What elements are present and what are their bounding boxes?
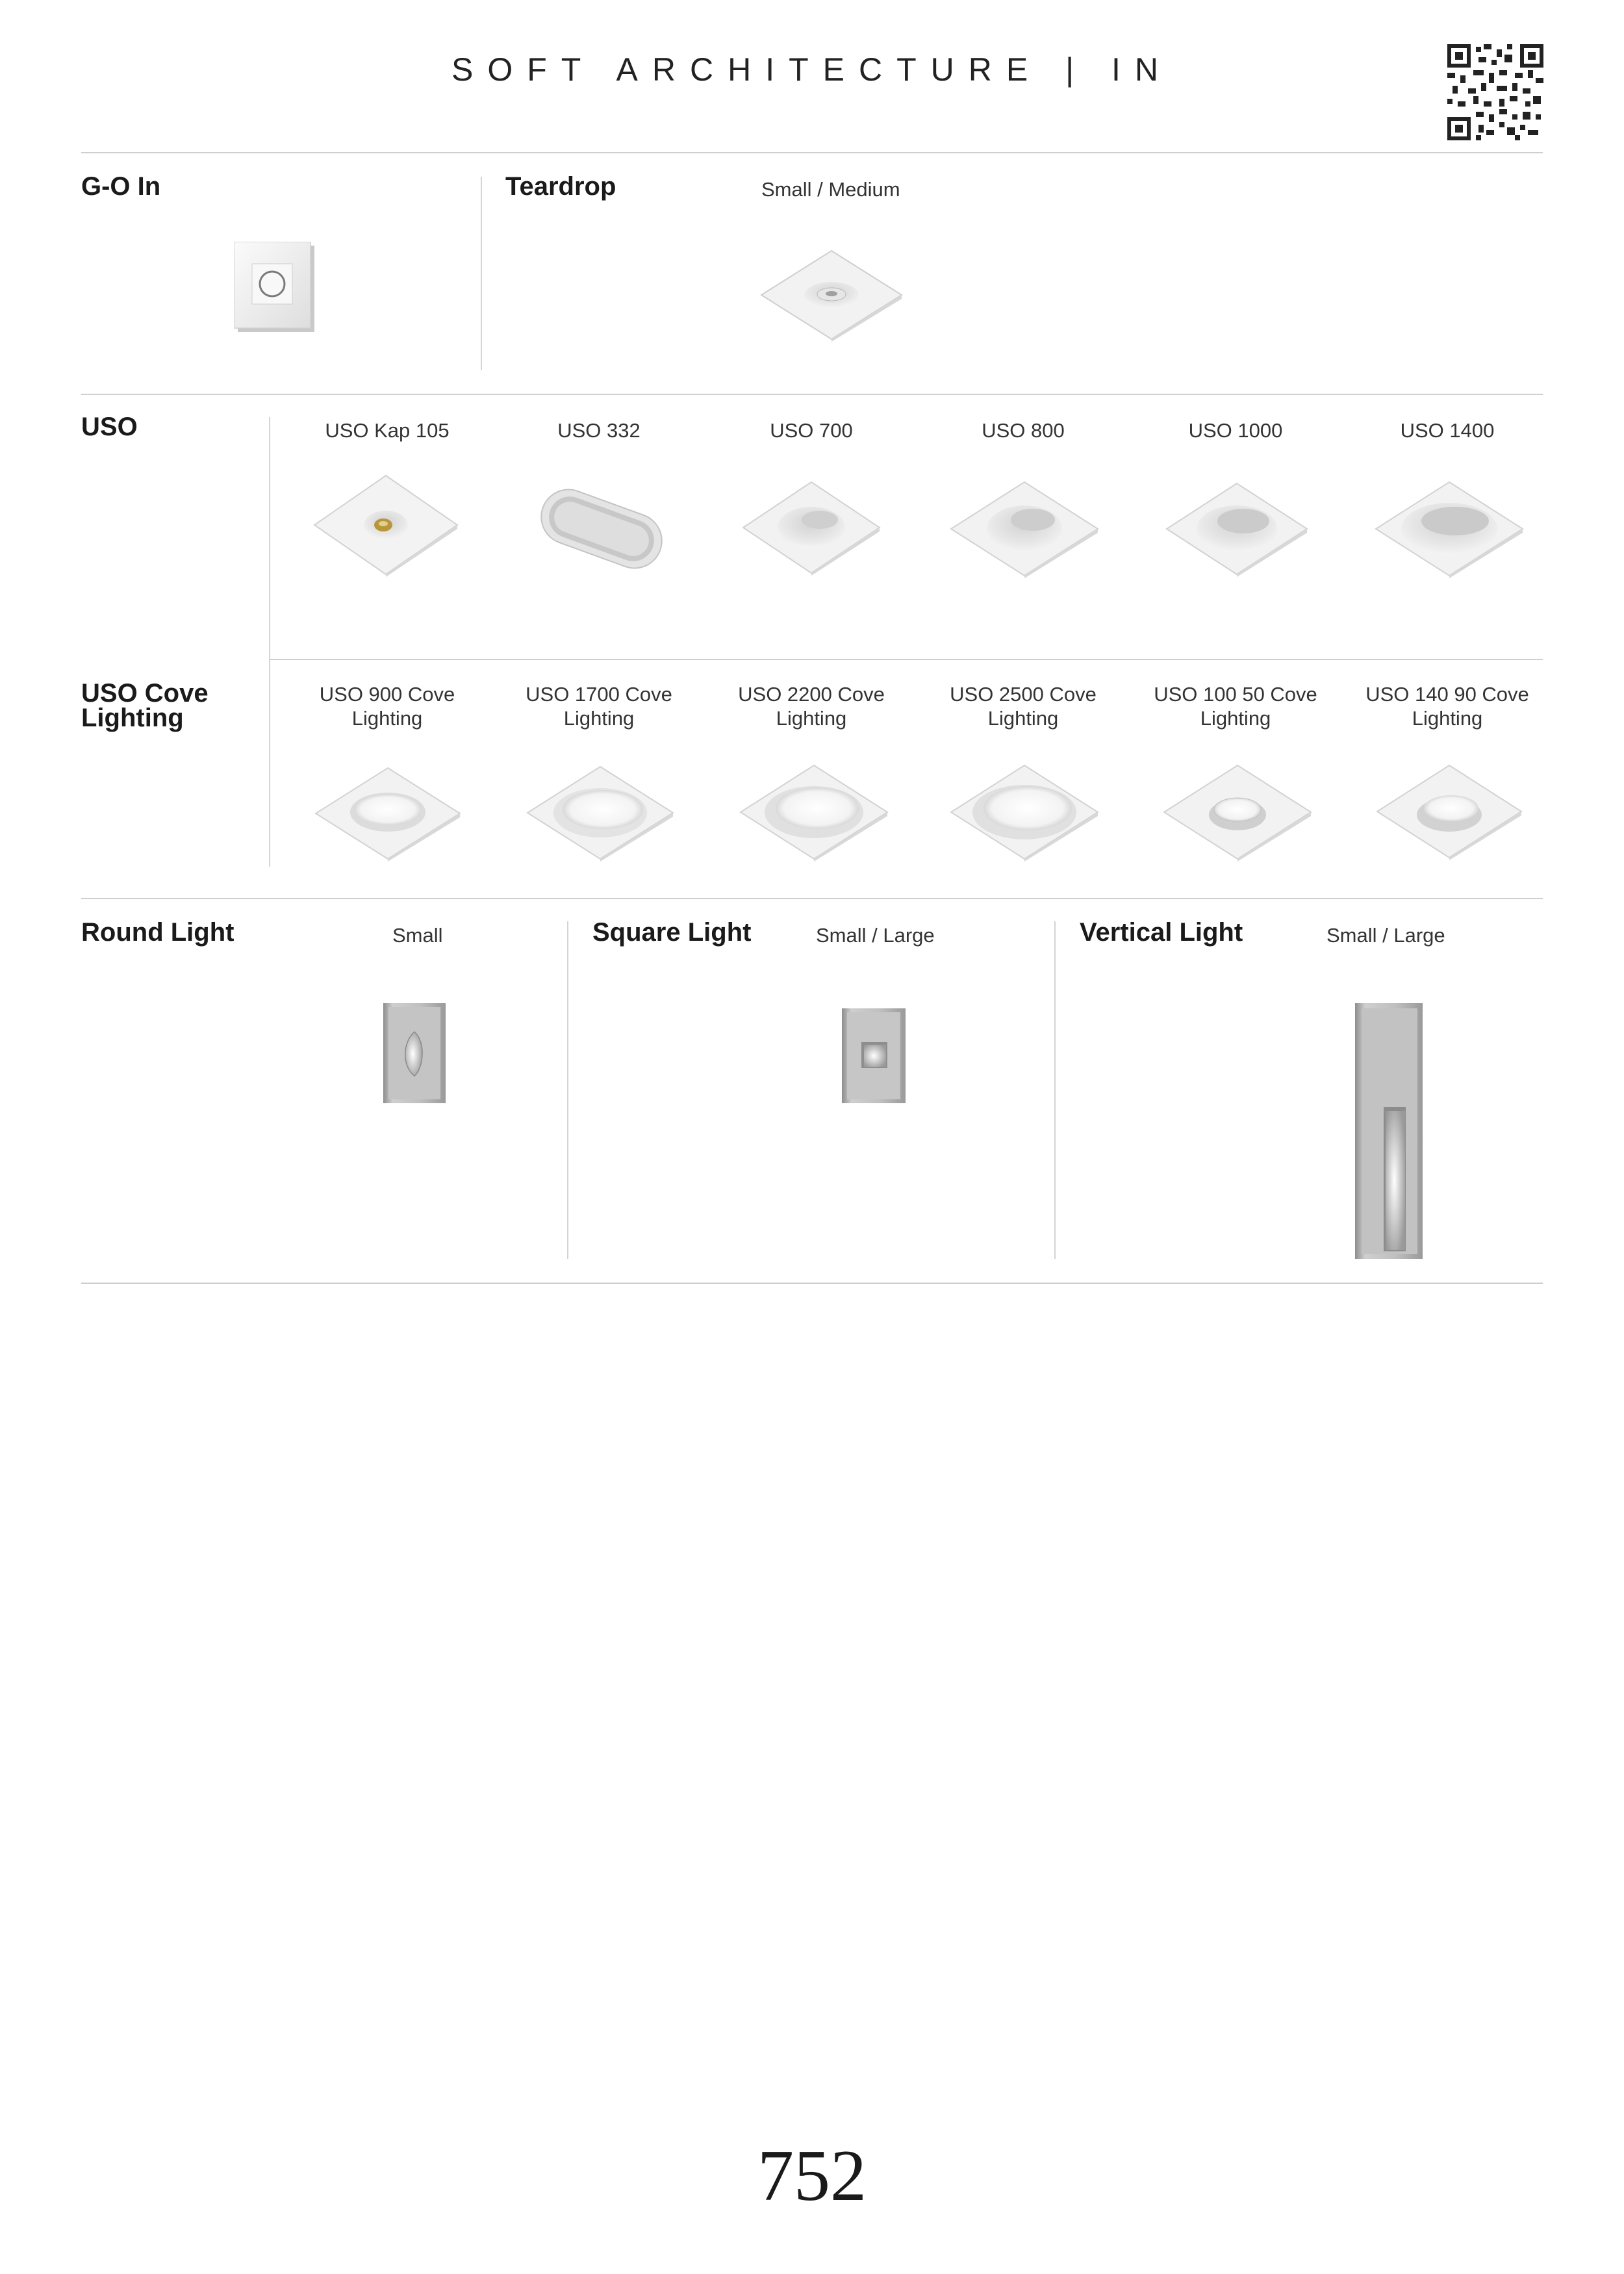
- uso-140-90-cove-icon[interactable]: [1375, 763, 1524, 863]
- teardrop-variants: Small / Medium: [761, 178, 900, 201]
- uso-1700-cove-icon[interactable]: [525, 764, 676, 865]
- uso-900-cove-label: [283, 682, 491, 730]
- round-wall-light-icon[interactable]: [383, 1003, 446, 1106]
- row-rule-1: [81, 394, 1543, 395]
- uso-2500-cove-label-line2: Lighting: [987, 707, 1059, 730]
- uso-100-50-cove-label-line2: Lighting: [1200, 707, 1271, 730]
- uso-140-90-cove-label-line1: USO 140 90 Cove: [1365, 683, 1529, 706]
- uso-1700-cove-label: [495, 682, 703, 730]
- round-light-variants: Small: [392, 924, 443, 947]
- uso-1000-icon[interactable]: [1164, 481, 1310, 580]
- uso-kap-105-label: USO Kap 105: [325, 419, 450, 442]
- uso-800-icon[interactable]: [948, 479, 1100, 581]
- vertical-wall-light-icon[interactable]: [1355, 1003, 1423, 1262]
- uso-900-cove-label-line2: Lighting: [351, 707, 423, 730]
- header-rule: [81, 152, 1543, 153]
- uso-1400-label: USO 1400: [1400, 419, 1495, 442]
- uso-1700-cove-label-line1: USO 1700 Cove: [526, 683, 672, 706]
- uso-2200-cove-label-line1: USO 2200 Cove: [738, 683, 885, 706]
- uso-2500-cove-label: [919, 682, 1127, 730]
- uso-332-icon[interactable]: [534, 486, 669, 575]
- section-title-uso-cove-line2: Lighting: [81, 704, 184, 732]
- qr-code-icon[interactable]: [1447, 44, 1543, 140]
- uso-800-label: USO 800: [982, 419, 1065, 442]
- uso-2200-cove-icon[interactable]: [738, 763, 890, 865]
- uso-100-50-cove-icon[interactable]: [1161, 763, 1313, 865]
- section-title-teardrop: Teardrop: [505, 172, 616, 201]
- uso-900-cove-label-line1: USO 900 Cove: [319, 683, 455, 706]
- row-rule-3: [81, 898, 1543, 899]
- vertical-light-variants: Small / Large: [1326, 924, 1445, 947]
- uso-2200-cove-label: [707, 682, 915, 730]
- uso-2500-cove-label-line1: USO 2500 Cove: [950, 683, 1097, 706]
- divider-go-in-teardrop: [481, 177, 482, 370]
- section-title-uso-cove: [81, 681, 209, 730]
- uso-332-label: USO 332: [557, 419, 641, 442]
- page-title: SOFT ARCHITECTURE | IN: [451, 51, 1173, 88]
- teardrop-recessed-icon[interactable]: [759, 248, 904, 345]
- uso-900-cove-icon[interactable]: [313, 765, 463, 865]
- uso-700-label: USO 700: [770, 419, 853, 442]
- uso-1700-cove-label-line2: Lighting: [563, 707, 635, 730]
- uso-700-icon[interactable]: [741, 479, 882, 579]
- uso-2200-cove-label-line2: Lighting: [776, 707, 847, 730]
- uso-kap-105-icon[interactable]: [312, 473, 460, 580]
- divider-uso: [269, 417, 270, 659]
- divider-uso-cove: [269, 659, 270, 867]
- uso-140-90-cove-label-line2: Lighting: [1412, 707, 1483, 730]
- section-title-uso: USO: [81, 413, 138, 441]
- section-title-vertical-light: Vertical Light: [1080, 918, 1243, 947]
- square-light-variants: Small / Large: [816, 924, 935, 947]
- uso-140-90-cove-label: [1343, 682, 1551, 730]
- section-title-square-light: Square Light: [592, 918, 752, 947]
- uso-100-50-cove-label-line1: USO 100 50 Cove: [1154, 683, 1317, 706]
- divider-square-vertical: [1054, 921, 1056, 1259]
- row-rule-4: [81, 1283, 1543, 1284]
- uso-1400-icon[interactable]: [1373, 479, 1525, 581]
- divider-round-square: [567, 921, 568, 1259]
- section-title-round-light: Round Light: [81, 918, 235, 947]
- page-number: 752: [757, 2136, 867, 2216]
- row-rule-2: [269, 659, 1543, 660]
- square-wall-light-icon[interactable]: [842, 1008, 906, 1106]
- uso-2500-cove-icon[interactable]: [948, 763, 1100, 865]
- wall-switch-icon[interactable]: [234, 242, 318, 339]
- section-title-uso-cove-line1: USO Cove: [81, 679, 209, 708]
- uso-1000-label: USO 1000: [1188, 419, 1283, 442]
- uso-100-50-cove-label: [1132, 682, 1339, 730]
- section-title-go-in: G-O In: [81, 172, 161, 201]
